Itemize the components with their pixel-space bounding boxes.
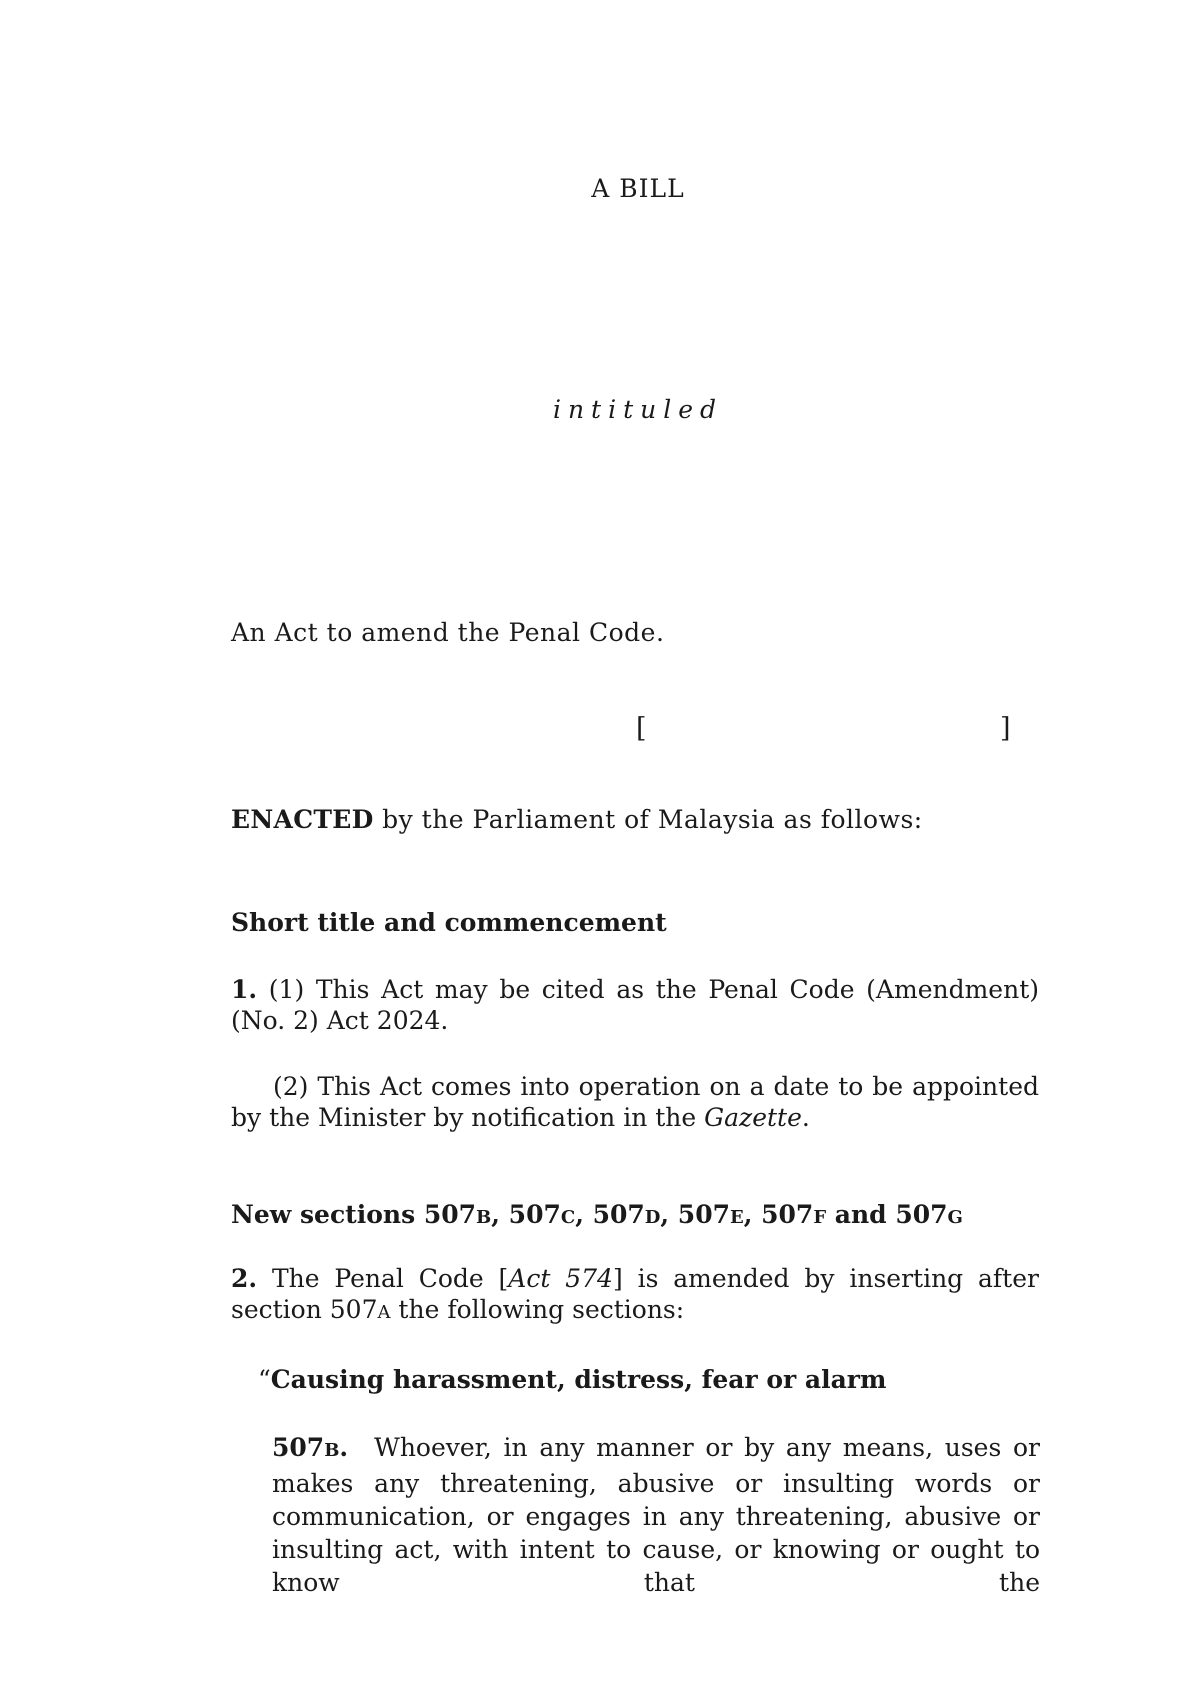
section-2-text-part: The Penal Code [	[257, 1264, 509, 1293]
heading-part: , 507	[491, 1200, 561, 1229]
section-1-subsection-2-end: .	[801, 1103, 810, 1132]
heading-part: , 507	[660, 1200, 730, 1229]
date-bracket-open: [	[636, 713, 647, 744]
heading-letter: G	[947, 1207, 963, 1228]
section-507b-body: Whoever, in any manner or by any means, uses or makes any threatening, abusive or insulting words or communication, or engages in any threatening, abusive or insulting act, with intent to cause, or knowing or ought to know that the	[272, 1433, 1040, 1597]
section-507b-heading-text: Causing harassment, distress, fear or alarm	[270, 1365, 887, 1394]
section-2-text	[231, 1263, 1039, 1328]
heading-part: and 507	[826, 1200, 948, 1229]
intituled-label: intituled	[552, 395, 724, 424]
section-1-subsection-1-text: (1) This Act may be cited as the Penal Code (Amendment) (No. 2) Act 2024.	[231, 975, 1039, 1035]
section-number-part: .	[339, 1433, 349, 1462]
section-507b-number	[272, 1433, 348, 1462]
gazette-italic: Gazette	[704, 1103, 802, 1132]
heading-letter: D	[644, 1207, 661, 1228]
opening-quote-mark: “	[258, 1365, 271, 1394]
heading-letter: E	[729, 1207, 744, 1228]
section-1-subsection-2	[231, 1071, 1039, 1133]
act-number-italic: Act 574	[508, 1264, 613, 1293]
section-1-number: 1.	[231, 975, 258, 1004]
heading-part: , 507	[575, 1200, 645, 1229]
section-1-heading: Short title and commencement	[231, 908, 667, 937]
section-2-text-part: the following sections:	[390, 1295, 685, 1324]
section-507b-text	[272, 1431, 1040, 1599]
section-letter: A	[377, 1302, 391, 1323]
enacting-formula	[231, 805, 923, 834]
section-1-subsection-1	[231, 974, 1039, 1036]
heading-letter: B	[476, 1207, 492, 1228]
bill-title: A BILL	[591, 174, 685, 203]
section-1-subsection-2-text: (2) This Act comes into operation on a date to be appointed by the Minister by notification in the	[231, 1072, 1039, 1132]
heading-letter: F	[813, 1207, 827, 1228]
section-2-number: 2.	[231, 1264, 258, 1293]
heading-part: New sections 507	[231, 1200, 477, 1229]
section-507b-heading	[258, 1365, 886, 1394]
section-2-heading	[231, 1200, 963, 1229]
section-2-text-part: ] is amended by inserting after section 507	[231, 1264, 1039, 1324]
enacted-keyword: ENACTED	[231, 805, 374, 834]
section-letter: B	[324, 1440, 340, 1461]
enacting-formula-text: by the Parliament of Malaysia as follows:	[373, 805, 923, 834]
date-bracket-close: ]	[1000, 713, 1011, 744]
heading-part: , 507	[743, 1200, 814, 1229]
section-number-part: 507	[272, 1433, 325, 1462]
heading-letter: C	[560, 1207, 576, 1228]
long-title: An Act to amend the Penal Code.	[231, 618, 665, 647]
